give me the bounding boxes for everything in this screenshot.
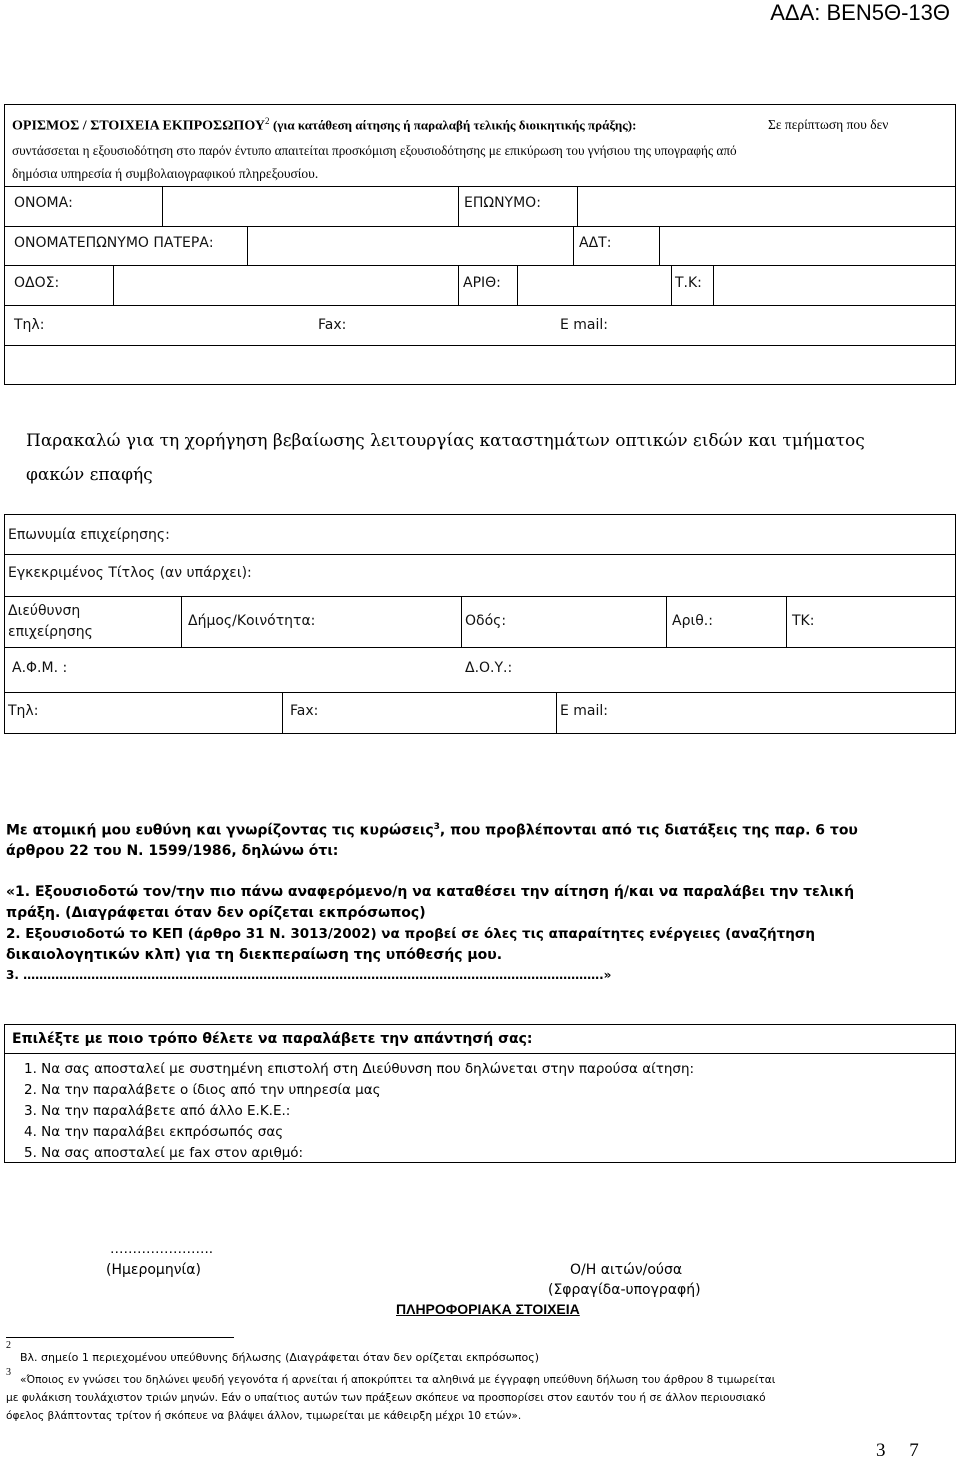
business-title-label: Εγκεκριμένος Τίτλος (αν υπάρχει):: [8, 565, 252, 581]
delivery-option-2: 2. Να την παραλάβετε ο ίδιος από την υπηρεσία μας: [24, 1082, 381, 1098]
representative-heading: ΟΡΙΣΜΟΣ / ΣΤΟΙΧΕΙΑ ΕΚΠΡΟΣΩΠΟΥ: [12, 118, 265, 134]
date-label: (Ημερομηνία): [106, 1262, 201, 1278]
applicant-label: Ο/Η αιτών/ούσα: [570, 1262, 683, 1278]
business-address-label-2: επιχείρησης: [8, 624, 93, 640]
business-number-label: Αριθ.:: [672, 613, 713, 629]
representative-heading-note: (για κατάθεση αίτησης ή παραλαβή τελικής διοικητικής πράξης):: [272, 117, 637, 133]
delivery-option-5: 5. Να σας αποσταλεί με fax στον αριθμό:: [24, 1145, 304, 1161]
rep-street-label: ΟΔΟΣ:: [14, 275, 60, 291]
delivery-option-3: 3. Να την παραλάβετε από άλλο Ε.Κ.Ε.:: [24, 1103, 291, 1119]
request-line2: φακών επαφής: [26, 465, 153, 485]
rep-tk-label: Τ.Κ:: [675, 275, 702, 291]
representative-note-line3: δημόσια υπηρεσία ή συμβολαιογραφικού πληρεξουσίου.: [12, 166, 319, 181]
footnote-3-number: 3: [6, 1367, 11, 1378]
delivery-title: Επιλέξτε με ποιο τρόπο θέλετε να παραλάβετε την απάντησή σας:: [12, 1031, 533, 1047]
declaration-line4: πράξη. (Διαγράφεται όταν δεν ορίζεται εκπρόσωπος): [6, 905, 426, 921]
business-doy-label: Δ.Ο.Υ.:: [465, 660, 513, 676]
business-street-label: Οδός:: [465, 613, 507, 629]
business-municipality-label: Δήμος/Κοινότητα:: [188, 613, 316, 629]
footnote-2-number: 2: [6, 1340, 11, 1351]
rep-number-label: ΑΡΙΘ:: [463, 275, 501, 291]
footnote-3-line2: με φυλάκιση τουλάχιστον τριών μηνών. Εάν ο υπαίτιος αυτών των πράξεων σκόπευε να προσπορίσει στον εαυτόν του ή σε άλλον περιουσιακό: [6, 1392, 766, 1404]
business-tel-label: Τηλ:: [8, 703, 39, 719]
rep-tel-label: Τηλ:: [14, 317, 45, 333]
info-heading: ΠΛΗΡΟΦΟΡΙΑΚΑ ΣΤΟΙΧΕΙΑ: [396, 1301, 580, 1317]
page-number: 3 7: [876, 1440, 919, 1461]
business-name-label: Επωνυμία επιχείρησης:: [8, 527, 170, 543]
business-email-label: E mail:: [560, 703, 609, 719]
representative-note-line2: συντάσσεται η εξουσιοδότηση στο παρόν έντυπο απαιτείται προσκόμιση εξουσιοδότησης με επικύρωση του γνήσιου της υπογραφής από: [12, 143, 737, 158]
rep-surname-label: ΕΠΩΝΥΜΟ:: [464, 195, 541, 211]
delivery-option-1: 1. Να σας αποσταλεί με συστημένη επιστολή στη Διεύθυνση που δηλώνεται στην παρούσα αίτηση:: [24, 1061, 695, 1077]
declaration-line3: «1. Εξουσιοδοτώ τον/την πιο πάνω αναφερόμενο/η να καταθέσει την αίτηση ή/και να παραλάβει την τελική: [6, 884, 855, 900]
rep-adt-label: ΑΔΤ:: [579, 235, 612, 251]
footnote-3-line3: όφελος βλάπτοντας τρίτον ή σκόπευε να βλάψει άλλον, τιμωρείται με κάθειρξη μέχρι 10 ετών».: [6, 1410, 522, 1422]
business-fax-label: Fax:: [290, 703, 319, 719]
business-address-label-1: Διεύθυνση: [8, 603, 81, 619]
rep-father-label: ΟΝΟΜΑΤΕΠΩΝΥΜΟ ΠΑΤΕΡΑ:: [14, 235, 214, 251]
declaration-line2: άρθρου 22 του Ν. 1599/1986, δηλώνω ότι:: [6, 843, 339, 859]
rep-fax-label: Fax:: [318, 317, 347, 333]
declaration-line1b: , που προβλέπονται από τις διατάξεις της παρ. 6 του: [439, 822, 858, 839]
date-dots: …………………..: [110, 1241, 214, 1257]
declaration-line6: δικαιολογητικών κλπ) για τη διεκπεραίωση της υπόθεσής μου.: [6, 947, 503, 963]
rep-email-label: E mail:: [560, 317, 609, 333]
declaration-line1a: Με ατομική μου ευθύνη και γνωρίζοντας τις κυρώσεις: [6, 822, 434, 839]
business-afm-label: Α.Φ.Μ. :: [12, 660, 68, 676]
ada-code: ΑΔΑ: ΒΕΝ5Θ-13Θ: [770, 0, 950, 25]
footnote-3-line1: «Όποιος εν γνώσει του δηλώνει ψευδή γεγονότα ή αρνείται ή αποκρύπτει τα αληθινά με έγγραφη υπεύθυνη δήλωση του άρθρου 8 τιμωρείται: [20, 1374, 776, 1386]
declaration-line7: 3. ……………………………………………………………………………………………………………………………….»: [6, 968, 612, 982]
request-line1: Παρακαλώ για τη χορήγηση βεβαίωσης λειτουργίας καταστημάτων οπτικών ειδών και τμήματος: [26, 431, 865, 451]
delivery-option-4: 4. Να την παραλάβει εκπρόσωπός σας: [24, 1124, 284, 1140]
rep-name-label: ΟΝΟΜΑ:: [14, 195, 73, 211]
business-tk-label: ΤΚ:: [792, 613, 815, 629]
footnote-2: Βλ. σημείο 1 περιεχομένου υπεύθυνης δήλωσης (Διαγράφεται όταν δεν ορίζεται εκπρόσωπος): [20, 1351, 540, 1364]
stamp-signature-label: (Σφραγίδα-υπογραφή): [548, 1282, 701, 1298]
declaration-line5: 2. Εξουσιοδοτώ το ΚΕΠ (άρθρο 31 Ν. 3013/2002) να προβεί σε όλες τις απαραίτητες ενέργειες (αναζήτηση: [6, 926, 815, 942]
